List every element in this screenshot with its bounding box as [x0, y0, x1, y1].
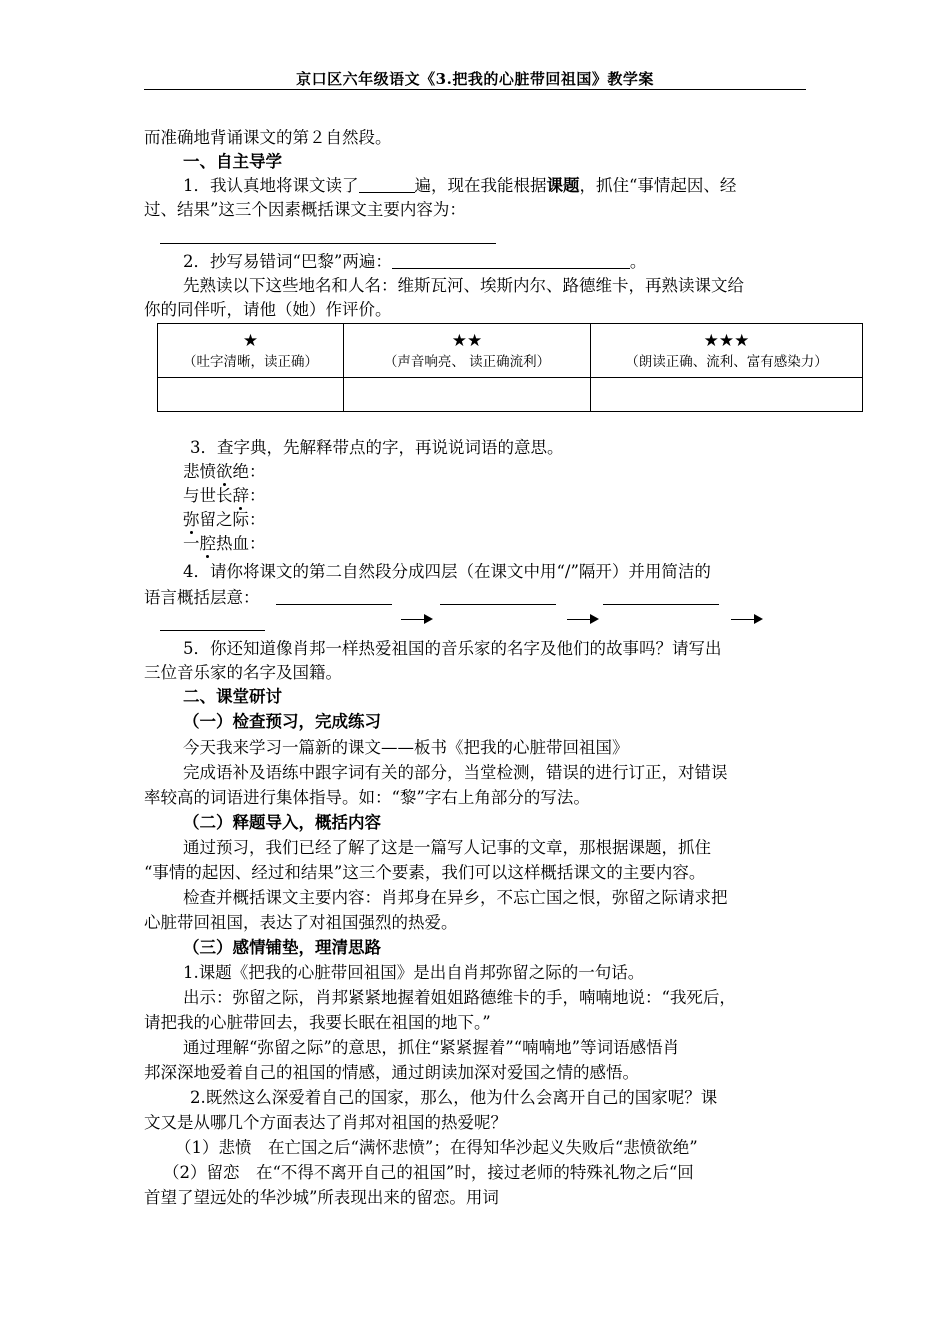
eval-cell-1[interactable]: [158, 378, 344, 412]
section-heading-2: 二、课堂研讨: [183, 687, 282, 706]
q2-end: 。: [629, 252, 647, 271]
vocab-item-1: [183, 461, 266, 483]
q2-text: 2．抄写易错词“巴黎”两遍：: [183, 252, 392, 271]
eval-level-3: [591, 324, 863, 378]
reading-instruction-cont: 你的同伴听，请他（她）作评价。: [144, 300, 392, 319]
eval-cell-3[interactable]: [591, 378, 863, 412]
eval-criteria-2: （声音响亮、 读正确流利）: [383, 353, 551, 370]
eval-criteria-1: （吐字清晰，读正确）: [183, 353, 318, 370]
para-1: 今天我来学习一篇新的课文——板书《把我的心脏带回祖国》: [183, 738, 629, 757]
vocab-2-post: ：: [249, 486, 266, 505]
vocab-item-4: [183, 533, 266, 555]
para-10-cont: 首望了望远处的华沙城”所表现出来的留恋。用词: [144, 1188, 499, 1207]
para-6-cont: 请把我的心脏带回去，我要长眠在祖国的地下。”: [144, 1013, 491, 1032]
page-header: 京口区六年级语文《3.把我的心脏带回祖国》教学案: [296, 70, 654, 88]
subheading-2: （二）释题导入，概括内容: [183, 813, 381, 832]
q1-answer-line[interactable]: [160, 243, 496, 244]
subheading-3: （三）感情铺垫，理清思路: [183, 938, 381, 957]
evaluation-header-row: [158, 324, 863, 378]
arrow-right-icon: [401, 619, 431, 620]
layer-blank-4[interactable]: [160, 630, 265, 631]
intro-line: 而准确地背诵课文的第２自然段。: [144, 128, 392, 147]
subheading-1: （一）检查预习，完成练习: [183, 712, 381, 731]
vocab-1-dotted-char: 欲: [216, 462, 233, 481]
layer-blank-2[interactable]: [440, 604, 556, 605]
vocab-4-pre: 一: [183, 534, 200, 553]
vocab-item-2: [183, 485, 266, 507]
para-4-cont: 心脏带回祖国，表达了对祖国强烈的热爱。: [144, 913, 458, 932]
question-5-cont: 三位音乐家的名字及国籍。: [144, 663, 342, 682]
layer-blank-3[interactable]: [603, 604, 719, 605]
question-2: [183, 251, 646, 273]
question-5: 5．你还知道像肖邦一样热爱祖国的音乐家的名字及他们的故事吗？请写出: [183, 639, 722, 658]
q1-count-blank[interactable]: [359, 176, 415, 193]
section-heading-1: 一、自主导学: [183, 152, 282, 171]
evaluation-table: [157, 323, 863, 412]
star-rating-1: ★: [242, 330, 259, 351]
vocab-4-post: 热血：: [216, 534, 266, 553]
para-8: 2.既然这么深爱着自己的国家，那么，他为什么会离开自己的国家呢？课: [190, 1088, 718, 1107]
para-7-cont: 邦深深地爱着自己的祖国的情感，通过朗读加深对爱国之情的感悟。: [144, 1063, 639, 1082]
question-4-cont: 语言概括层意：: [144, 588, 260, 607]
vocab-item-3: [183, 509, 266, 531]
layer-blank-1[interactable]: [276, 604, 392, 605]
para-5: 1.课题《把我的心脏带回祖国》是出自肖邦弥留之际的一句话。: [183, 963, 645, 982]
para-7: 通过理解“弥留之际”的意思，抓住“紧紧握着”“喃喃地”等词语感悟肖: [183, 1038, 680, 1057]
para-4: 检查并概括课文主要内容：肖邦身在异乡，不忘亡国之恨，弥留之际请求把: [183, 888, 728, 907]
para-3-cont: “事情的起因、经过和结果”这三个要素，我们可以这样概括课文的主要内容。: [144, 863, 706, 882]
eval-criteria-3: （朗读正确、流利、富有感染力）: [625, 353, 828, 370]
vocab-1-post: 绝：: [232, 462, 266, 481]
para-9: （1）悲愤 在亡国之后“满怀悲愤”；在得知华沙起义失败后“悲愤欲绝”: [175, 1138, 698, 1157]
para-2: 完成语补及语练中跟字词有关的部分，当堂检测，错误的进行订正，对错误: [183, 763, 728, 782]
q1-text-c: ，抓住“事情起因、经: [579, 176, 737, 195]
arrow-right-icon: [731, 619, 761, 620]
para-8-cont: 文又是从哪几个方面表达了肖邦对祖国的热爱呢？: [144, 1113, 507, 1132]
q2-answer-blank[interactable]: [392, 252, 630, 269]
vocab-2-dotted-char: 辞: [232, 486, 249, 505]
reading-instruction: 先熟读以下这些地名和人名：维斯瓦河、埃斯内尔、路德维卡，再熟读课文给: [183, 276, 744, 295]
para-6: 出示：弥留之际，肖邦紧紧地握着姐姐路德维卡的手，喃喃地说：“我死后，: [183, 988, 736, 1007]
question-1-cont: 过、结果”这三个因素概括课文主要内容为：: [144, 200, 466, 219]
vocab-4-dotted-char: 腔: [199, 534, 216, 553]
star-rating-3: ★★★: [703, 330, 750, 351]
question-1: [183, 175, 736, 197]
q1-keyword: 课题: [546, 176, 580, 195]
para-3: 通过预习，我们已经了解了这是一篇写人记事的文章，那根据课题，抓住: [183, 838, 711, 857]
para-2-cont: 率较高的词语进行集体指导。如：“黎”字右上角部分的写法。: [144, 788, 590, 807]
question-4: 4．请你将课文的第二自然段分成四层（在课文中用“/”隔开）并用简洁的: [183, 562, 711, 581]
header-rule: [144, 89, 806, 90]
eval-level-1: [158, 324, 344, 378]
eval-level-2: [344, 324, 591, 378]
q1-text-a: 1．我认真地将课文读了: [183, 176, 359, 195]
eval-cell-2[interactable]: [344, 378, 591, 412]
arrow-right-icon: [567, 619, 597, 620]
question-3: 3．查字典，先解释带点的字，再说说词语的意思。: [190, 438, 564, 457]
star-rating-2: ★★: [451, 330, 483, 351]
vocab-1-pre: 悲愤: [183, 462, 216, 481]
vocab-3-dotted-char: 弥: [183, 510, 200, 529]
evaluation-answer-row: [158, 378, 863, 412]
vocab-3-post: 留之际：: [199, 510, 266, 529]
vocab-2-pre: 与世长: [183, 486, 233, 505]
para-10: （2）留恋 在“不得不离开自己的祖国”时，接过老师的特殊礼物之后“回: [163, 1163, 694, 1182]
q1-text-b: 遍，现在我能根据: [414, 176, 547, 195]
